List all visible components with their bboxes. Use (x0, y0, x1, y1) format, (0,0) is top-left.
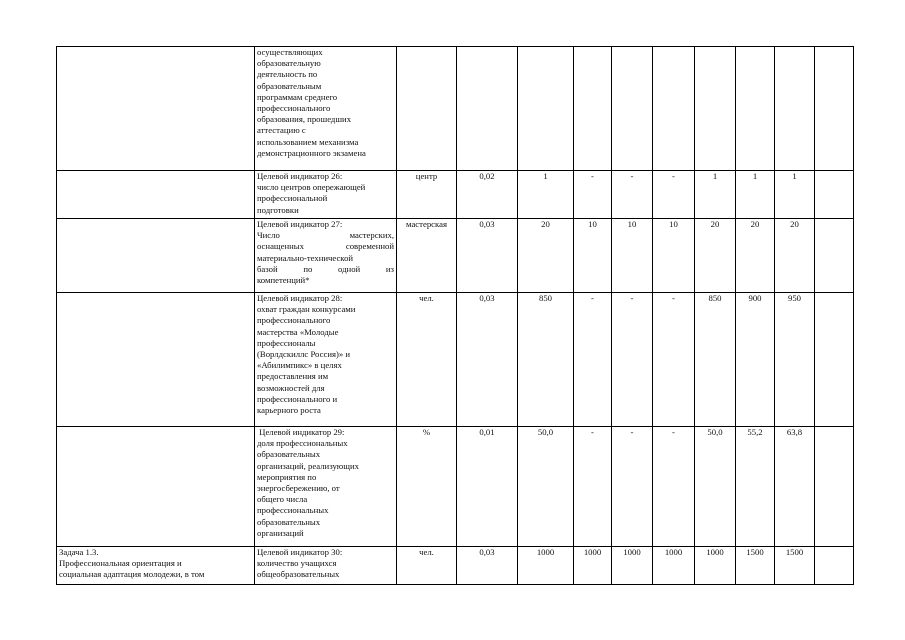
indicator-line: образовательным (257, 80, 322, 91)
value-cell: - (612, 427, 653, 547)
unit-cell: чел. (397, 293, 457, 427)
indicator-line: профессионального (257, 315, 331, 326)
indicator-line: мероприятия по (257, 471, 317, 482)
value-cell: 1 (736, 171, 775, 219)
value-cell (815, 427, 854, 547)
value-cell: 1500 (736, 547, 775, 585)
indicator-line: образовательных (257, 516, 321, 527)
unit-cell: мастерская (397, 219, 457, 293)
task-line: социальная адаптация молодежи, в том (59, 569, 205, 580)
value-cell: 1 (775, 171, 815, 219)
indicator-line: Целевой индикатор 26: (257, 171, 343, 181)
weight-cell (457, 47, 518, 171)
weight-cell: 0,01 (457, 427, 518, 547)
value-cell: - (653, 427, 695, 547)
value-cell: - (574, 171, 612, 219)
value-cell (736, 47, 775, 171)
value-cell: 950 (775, 293, 815, 427)
value-cell: 63,8 (775, 427, 815, 547)
task-line: Задача 1.3. (59, 547, 99, 557)
table-row (57, 427, 854, 547)
value-cell: 1000 (653, 547, 695, 585)
indicator-cell (255, 293, 397, 427)
value-cell: 1 (518, 171, 574, 219)
unit-cell: центр (397, 171, 457, 219)
value-cell (815, 47, 854, 171)
task-cell (57, 427, 255, 547)
indicator-cell (255, 171, 397, 219)
indicator-line: базой по одной из (257, 263, 394, 274)
indicator-line: осуществляющих (257, 47, 323, 57)
value-cell (815, 293, 854, 427)
weight-cell: 0,03 (457, 547, 518, 585)
task-cell (57, 171, 255, 219)
weight-cell: 0,03 (457, 219, 518, 293)
value-cell (653, 47, 695, 171)
unit-cell (397, 47, 457, 171)
indicator-line: количество учащихся (257, 558, 337, 569)
indicator-cell (255, 547, 397, 585)
value-cell: 850 (695, 293, 736, 427)
unit-cell: чел. (397, 547, 457, 585)
indicator-line: (Ворлдскиллс Россия)» и (257, 349, 351, 360)
value-cell (815, 219, 854, 293)
value-cell: - (653, 171, 695, 219)
indicator-cell (255, 427, 397, 547)
value-cell (775, 47, 815, 171)
value-cell (815, 547, 854, 585)
indicator-line: образовательную (257, 58, 321, 69)
indicator-line: профессиональных (257, 505, 329, 516)
indicators-table (56, 46, 854, 585)
indicator-line: профессионального (257, 103, 331, 114)
task-cell (57, 219, 255, 293)
indicator-line: профессионального и (257, 393, 338, 404)
value-cell: 900 (736, 293, 775, 427)
indicator-line: подготовки (257, 204, 299, 215)
indicator-line: Целевой индикатор 27: (257, 219, 343, 229)
indicator-line: аттестацию с (257, 125, 306, 136)
value-cell: - (574, 427, 612, 547)
value-cell: - (653, 293, 695, 427)
value-cell: - (612, 293, 653, 427)
indicator-line: число центров опережающей (257, 182, 366, 193)
indicator-line: организаций (257, 527, 304, 538)
value-cell: 1000 (518, 547, 574, 585)
value-cell: - (612, 171, 653, 219)
value-cell: - (574, 293, 612, 427)
unit-cell: % (397, 427, 457, 547)
value-cell: 10 (612, 219, 653, 293)
indicator-line: Целевой индикатор 29: (257, 427, 345, 437)
value-cell: 20 (518, 219, 574, 293)
table-row (57, 47, 854, 171)
indicator-line: компетенций* (257, 275, 310, 286)
value-cell: 20 (775, 219, 815, 293)
indicator-line: предоставления им (257, 371, 329, 382)
value-cell: 20 (695, 219, 736, 293)
indicator-line: профессиональной (257, 193, 328, 204)
indicator-line: Целевой индикатор 28: (257, 293, 343, 303)
indicator-line: деятельность по (257, 69, 318, 80)
indicator-line: общеобразовательных (257, 569, 340, 580)
value-cell: 55,2 (736, 427, 775, 547)
table-row (57, 171, 854, 219)
value-cell: 10 (574, 219, 612, 293)
value-cell: 20 (736, 219, 775, 293)
indicator-line: энергосбережению, от (257, 483, 340, 494)
task-line: Профессиональная ориентация и (59, 558, 182, 569)
task-cell (57, 547, 255, 585)
indicator-cell (255, 47, 397, 171)
indicator-line: оснащенных современной (257, 241, 394, 252)
indicator-line: образования, прошедших (257, 114, 352, 125)
indicator-line: Целевой индикатор 30: (257, 547, 343, 557)
value-cell: 50,0 (695, 427, 736, 547)
value-cell: 1000 (574, 547, 612, 585)
value-cell: 1 (695, 171, 736, 219)
value-cell: 10 (653, 219, 695, 293)
indicator-line: «Абилимпикс» в целях (257, 360, 342, 371)
indicator-line: организаций, реализующих (257, 460, 359, 471)
value-cell (815, 171, 854, 219)
indicator-line: программам среднего (257, 91, 338, 102)
task-cell (57, 293, 255, 427)
indicator-line: демонстрационного экзамена (257, 147, 366, 158)
indicator-line: карьерного роста (257, 405, 321, 416)
indicator-line: общего числа (257, 494, 308, 505)
value-cell (612, 47, 653, 171)
indicator-line: материально-технической (257, 252, 354, 263)
value-cell (518, 47, 574, 171)
indicator-line: Число мастерских, (257, 230, 394, 241)
value-cell: 850 (518, 293, 574, 427)
indicator-line: охват граждан конкурсами (257, 304, 356, 315)
table-row (57, 293, 854, 427)
weight-cell: 0,02 (457, 171, 518, 219)
indicator-line: профессионалы (257, 337, 316, 348)
table-row (57, 219, 854, 293)
weight-cell: 0,03 (457, 293, 518, 427)
value-cell: 1500 (775, 547, 815, 585)
table-row (57, 547, 854, 585)
value-cell (574, 47, 612, 171)
indicator-line: мастерства «Молодые (257, 326, 339, 337)
indicator-line: возможностей для (257, 382, 325, 393)
value-cell: 1000 (612, 547, 653, 585)
indicator-cell (255, 219, 397, 293)
indicator-line: доля профессиональных (257, 438, 348, 449)
value-cell (695, 47, 736, 171)
indicator-line: образовательных (257, 449, 321, 460)
indicator-line: использованием механизма (257, 136, 359, 147)
value-cell: 50,0 (518, 427, 574, 547)
task-cell (57, 47, 255, 171)
value-cell: 1000 (695, 547, 736, 585)
